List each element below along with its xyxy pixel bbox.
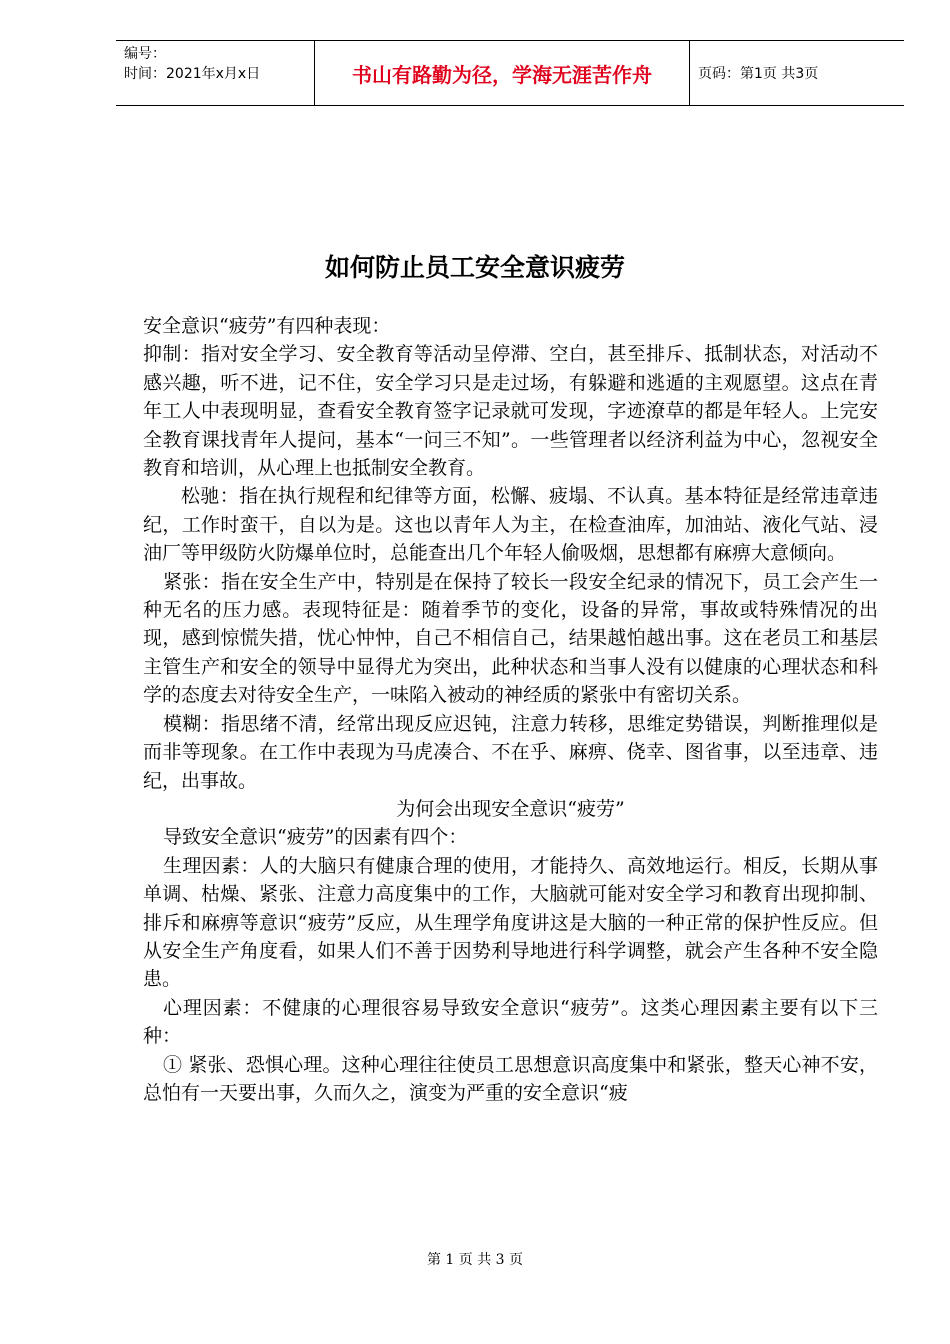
motto-text: 书山有路勤为径，学海无涯苦作舟 [352,62,652,87]
paragraph: 导致安全意识“疲劳”的因素有四个： [163,826,468,849]
time-label: 时间：2021年x月x日 [124,66,261,82]
paragraph: 生理因素：人的大脑只有健康合理的使用，才能持久、高效地运行。相反，长期从事单调、枯燥、紧张、注意力高度集中的工作，大脑就可能对安全学习和教育出现抑制、排斥和麻痹等意识“疲劳”反应，从生理学角度讲这是大脑的一种正常的保护性反应。但从安全生产角度看，如果人们不善于因势利导地进行科学调整，就会产生各种不安全隐患。 [143,854,878,991]
paragraph: 模糊：指思绪不清，经常出现反应迟钝，注意力转移，思维定势错误，判断推理似是而非等现象。在工作中表现为马虎凑合、不在乎、麻痹、侥幸、图省事，以至违章、违纪，出事故。 [143,712,878,792]
page-info: 页码：第1页 共3页 [698,66,819,82]
header-motto-cell [315,41,690,105]
header-table [116,40,904,106]
paragraph: 紧张：指在安全生产中，特别是在保持了较长一段安全纪录的情况下，员工会产生一种无名的压力感。表现特征是：随着季节的变化，设备的异常，事故或特殊情况的出现，感到惊慌失措，忧心忡忡，自己不相信自己，结果越怕越出事。这在老员工和基层主管生产和安全的领导中显得尤为突出，此种状态和当事人没有以健康的心理状态和科学的态度去对待安全生产，一味陷入被动的神经质的紧张中有密切关系。 [143,570,878,707]
header-page-cell [690,41,904,105]
number-label: 编号： [124,46,166,62]
paragraph: ① 紧张、恐惧心理。这种心理往往使员工思想意识高度集中和紧张，整天心神不安，总怕有一天要出事，久而久之，演变为严重的安全意识“疲 [143,1053,878,1104]
paragraph: 安全意识“疲劳”有四种表现： [143,315,391,337]
header-meta-cell [116,41,315,105]
section-heading: 为何会出现安全意识“疲劳” [396,797,625,820]
document-body [143,312,878,1107]
paragraph: 心理因素：不健康的心理很容易导致安全意识“疲劳”。这类心理因素主要有以下三种： [143,996,878,1048]
paragraph: 松驰：指在执行规程和纪律等方面，松懈、疲塌、不认真。基本特征是经常违章违纪，工作时蛮干，自以为是。这也以青年人为主，在检查油库，加油站、液化气站、浸油厂等甲级防火防爆单位时，总能查出几个年轻人偷吸烟，思想都有麻痹大意倾向。 [143,485,878,565]
document-title: 如何防止员工安全意识疲劳 [324,253,625,282]
page-footer: 第 1 页 共 3 页 [426,1252,524,1268]
paragraph: 抑制：指对安全学习、安全教育等活动呈停滞、空白，甚至排斥、抵制状态，对活动不感兴趣，听不进，记不住，安全学习只是走过场，有躲避和逃遁的主观愿望。这点在青年工人中表现明显，查看安全教育签字记录就可发现，字迹潦草的都是年轻人。上完安全教育课找青年人提问，基本“一问三不知”。一些管理者以经济利益为中心，忽视安全教育和培训，从心理上也抵制安全教育。 [143,343,878,480]
